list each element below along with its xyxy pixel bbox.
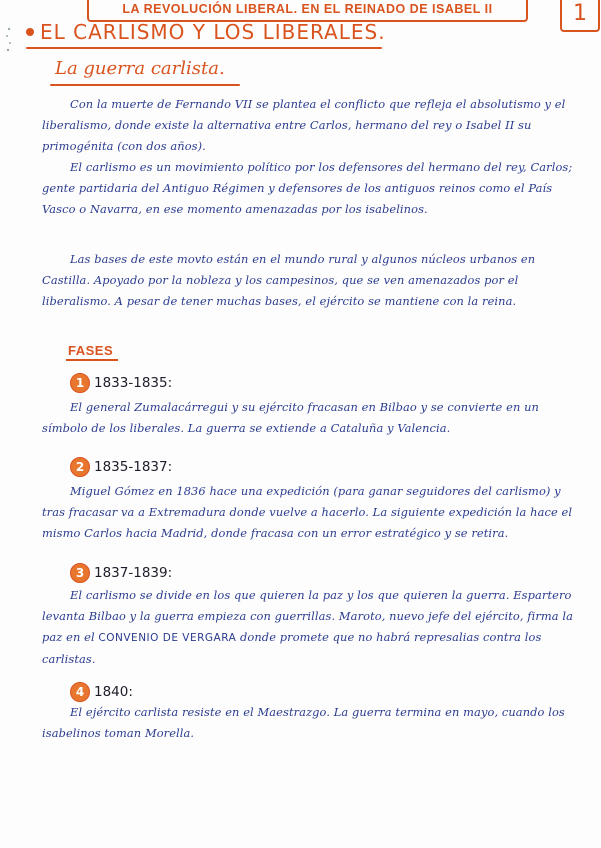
page-number: 1 [560, 0, 600, 32]
page-title [26, 20, 386, 50]
page-title-text: EL CARLISMO Y LOS LIBERALES. [40, 20, 386, 44]
phase-number-badge: 4 [70, 682, 90, 702]
phase-text-block [42, 702, 582, 744]
phase-dates: 1833-1835: [94, 375, 173, 391]
section-heading: La guerra carlista. [55, 58, 225, 79]
paragraph [42, 249, 582, 312]
phase-number-badge: 1 [70, 373, 90, 393]
margin-doodle [4, 26, 14, 54]
fases-heading: FASES [68, 343, 114, 358]
phase-text-part: El carlismo se divide en los que quieren la paz y los que quieren la guerra. Espartero levanta Bilbao y la guerra empieza con guerrillas. Maroto, nuevo jefe del ejército, firma la paz en el [42, 588, 574, 644]
phase-dates: 1835-1837: [94, 459, 173, 475]
phase-heading [70, 456, 172, 480]
phase-text-block [42, 397, 582, 439]
title-underline [26, 47, 382, 49]
phase-text [42, 585, 582, 670]
treaty-name: CONVENIO DE VERGARA [98, 632, 237, 644]
phase-text: El general Zumalacárregui y su ejército fracasan en Bilbao y se convierte en un símbolo de los liberales. La guerra se extiende a Cataluña y Valencia. [42, 400, 539, 435]
paragraph [42, 157, 582, 220]
phase-dates: 1840: [94, 684, 133, 700]
phase-number-badge: 2 [70, 457, 90, 477]
phase-text: Miguel Gómez en 1836 hace una expedición (para ganar seguidores del carlismo) y tras fracasar va a Extremadura donde vuelve a hacerlo. La siguiente expedición la hace el mismo Carlos hacia Madrid, donde fracasa con un error estratégico y se retira. [42, 484, 573, 540]
paragraph-text: El carlismo es un movimiento político por los defensores del hermano del rey, Carlos; gente partidaria del Antiguo Régimen y defensores de los antiguos reinos como el País Vasco o Navarra, en ese momento amenazadas por los isabelinos. [42, 160, 573, 216]
phase-text-part: donde promete que no habrá represalias contra los carlistas. [42, 630, 542, 666]
unit-title: LA REVOLUCIÓN LIBERAL. EN EL REINADO DE ISABEL II [87, 0, 528, 22]
phase-number-badge: 3 [70, 563, 90, 583]
phase-dates: 1837-1839: [94, 565, 173, 581]
phase-text-block [42, 585, 582, 670]
phase-heading [70, 562, 172, 586]
phase-heading [70, 372, 172, 396]
paragraph [42, 94, 582, 157]
paragraph-text: Con la muerte de Fernando VII se plantea el conflicto que refleja el absolutismo y el liberalismo, donde existe la alternativa entre Carlos, hermano del rey o Isabel II su primogénita (con dos años). [42, 97, 566, 153]
phase-text: El ejército carlista resiste en el Maestrazgo. La guerra termina en mayo, cuando los isabelinos toman Morella. [42, 705, 565, 740]
bullet-icon [26, 28, 34, 36]
section-underline [50, 84, 240, 86]
fases-underline [66, 359, 118, 361]
paragraph-text: Las bases de este movto están en el mundo rural y algunos núcleos urbanos en Castilla. Apoyado por la nobleza y los campesinos, que se ven amenazados por el liberalismo. A pesar de tener muchas bases, el ejército se mantiene con la reina. [42, 252, 536, 308]
phase-text-block [42, 481, 582, 544]
